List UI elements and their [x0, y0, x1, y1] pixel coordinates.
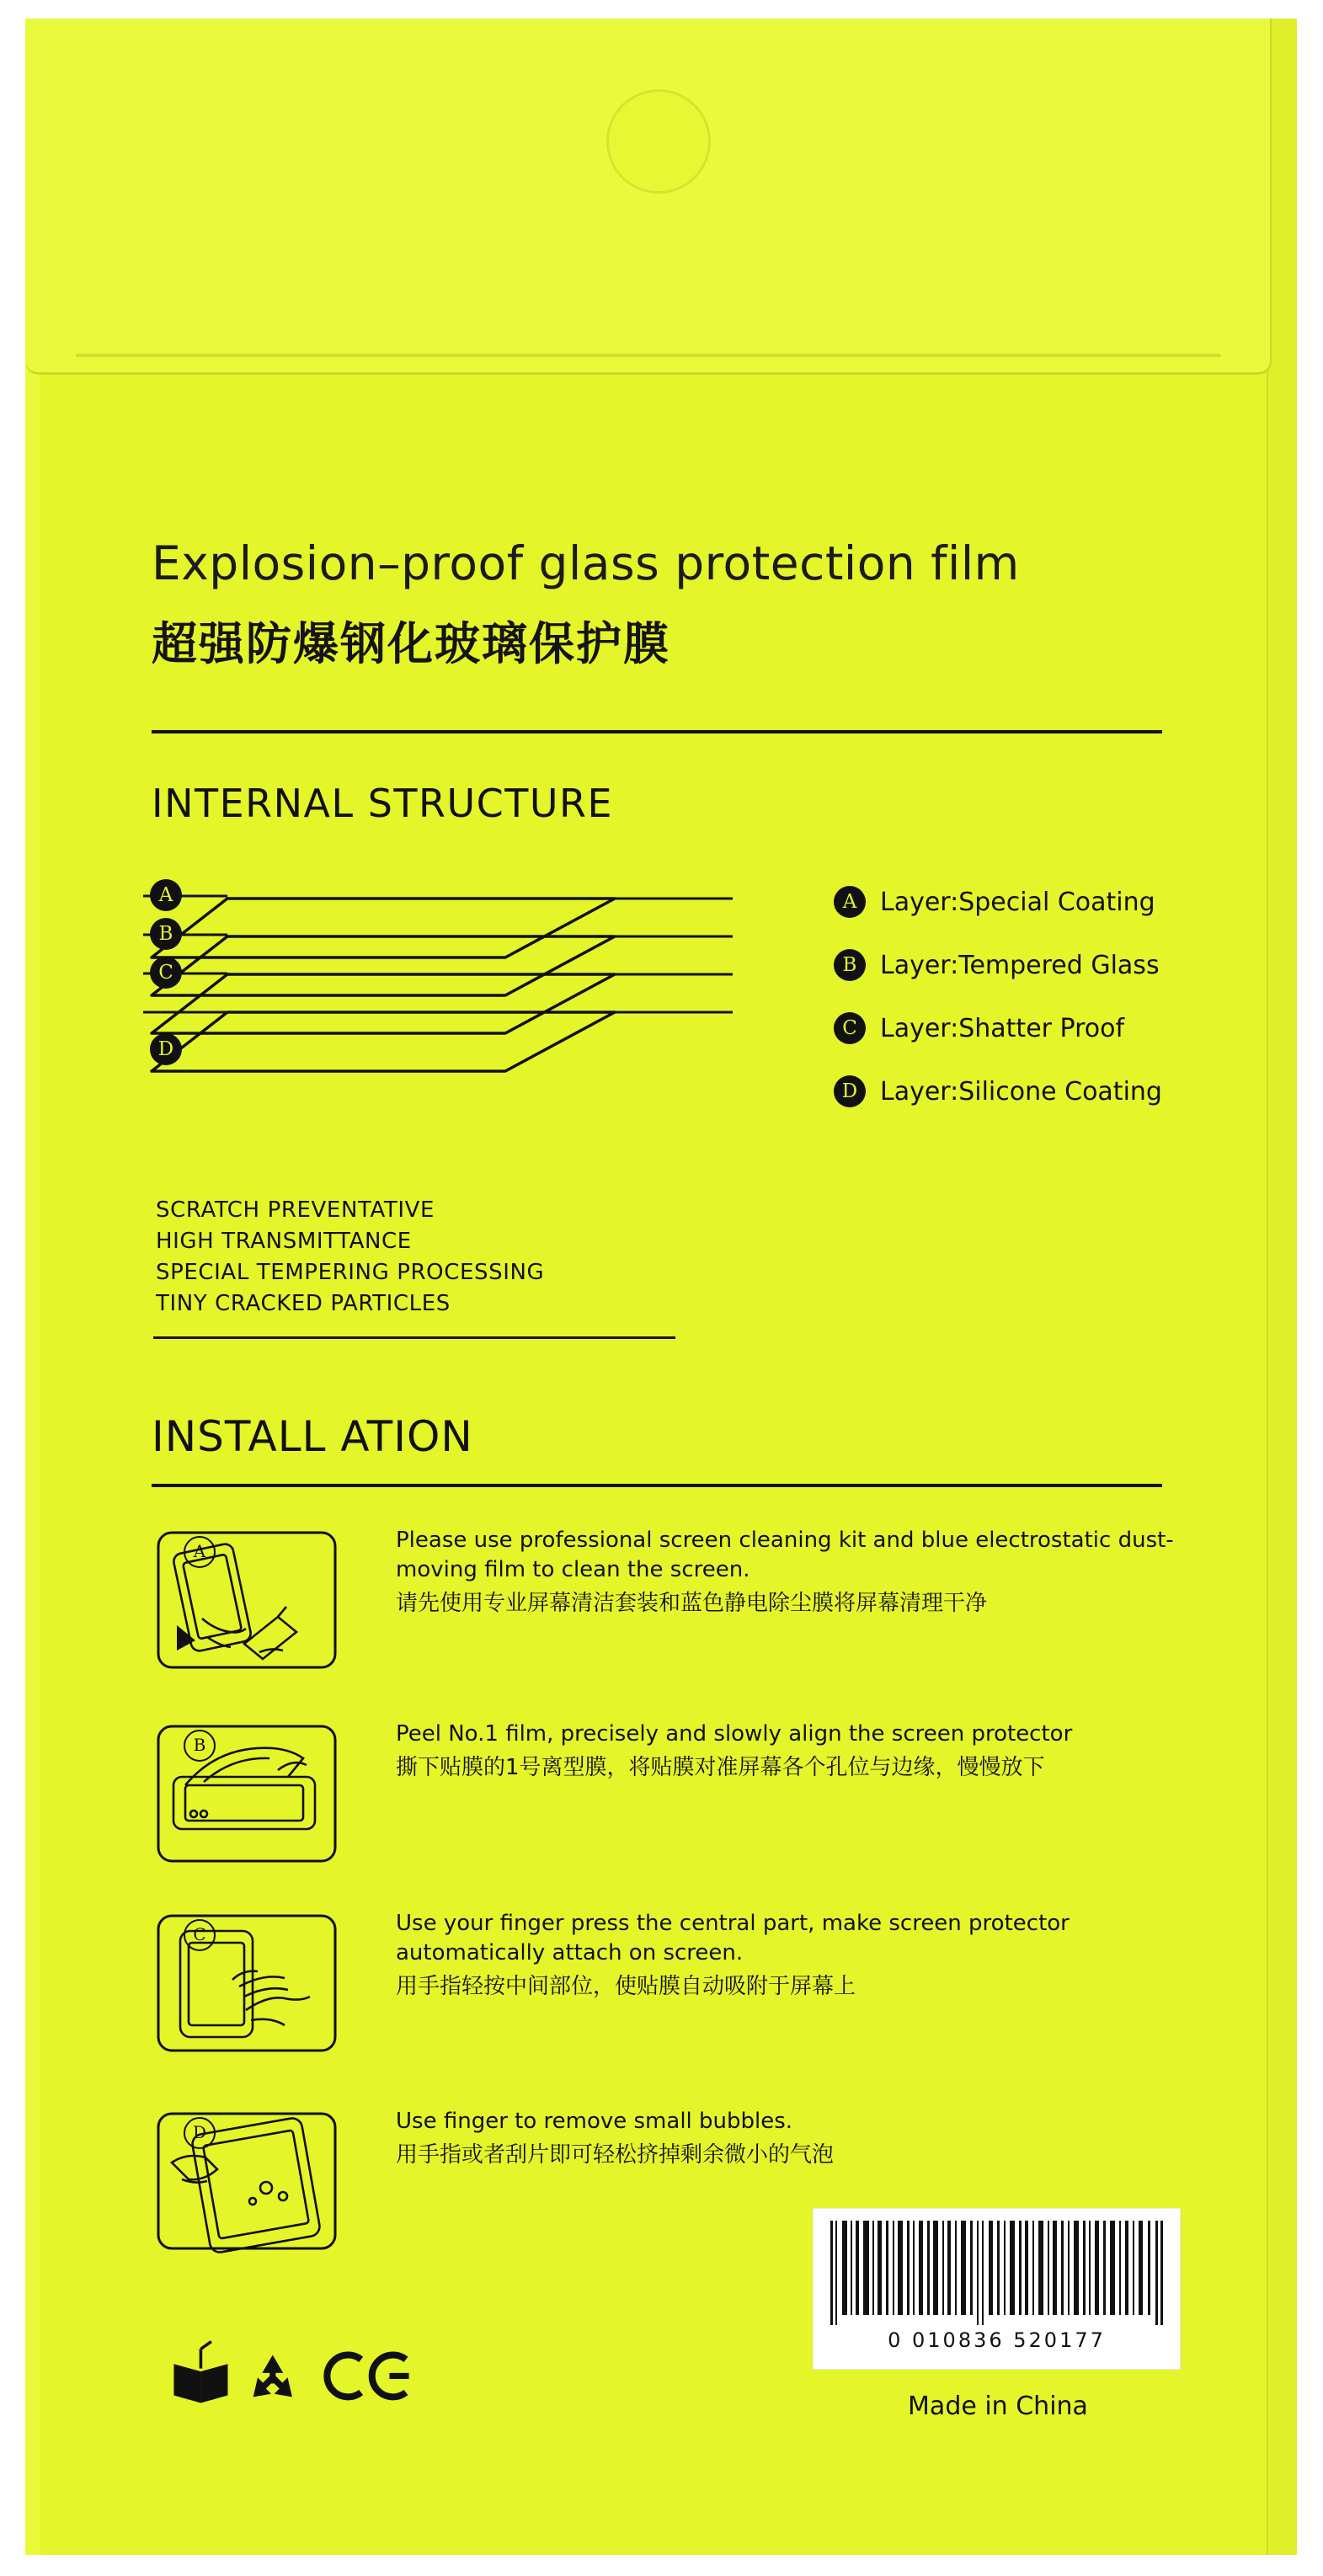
package-front-content: [25, 19, 1297, 2555]
layer-badge-c: C: [834, 1012, 866, 1044]
installation-divider: [152, 1484, 1162, 1487]
compliance-icons: [152, 2339, 472, 2406]
layer-badge-left-d: D: [150, 1033, 182, 1065]
feature-item-2: HIGH TRANSMITTANCE: [156, 1229, 412, 1254]
installation-heading: INSTALL ATION: [152, 1412, 473, 1461]
layer-badge-left-c: C: [150, 957, 182, 989]
step-c-text-cn: 用手指轻按中间部位，使贴膜自动吸附于屏幕上: [396, 1974, 856, 2000]
product-title-cn: 超强防爆钢化玻璃保护膜: [152, 617, 670, 670]
step-badge-d: D: [184, 2117, 216, 2149]
feature-item-4: TINY CRACKED PARTICLES: [156, 1291, 451, 1316]
feature-item-3: SPECIAL TEMPERING PROCESSING: [156, 1260, 545, 1285]
layer-label-d: Layer:Silicone Coating: [880, 1077, 1162, 1107]
internal-structure-heading: INTERNAL STRUCTURE: [152, 781, 614, 826]
made-in-label: Made in China: [908, 2392, 1088, 2421]
read-manual-icon: [173, 2342, 227, 2403]
phone-peel-icon: [152, 1720, 345, 1871]
layer-badge-d: D: [834, 1075, 866, 1107]
barcode-bars: [829, 2221, 1165, 2325]
layer-label-b: Layer:Tempered Glass: [880, 951, 1160, 980]
step-a-text-en: Please use professional screen cleaning kit and blue electrostatic dust-moving film to clean the screen.: [396, 1528, 1174, 1583]
recycle-icon: [253, 2355, 292, 2397]
layer-label-c: Layer:Shatter Proof: [880, 1014, 1125, 1043]
step-badge-b: B: [184, 1730, 216, 1762]
step-d-text-en: Use finger to remove small bubbles.: [396, 2109, 793, 2134]
layer-diagram: [143, 869, 834, 1139]
phone-bubble-icon: [152, 2107, 345, 2259]
title-divider: [152, 730, 1162, 733]
step-badge-c: C: [184, 1919, 216, 1951]
feature-item-1: SCRATCH PREVENTATIVE: [156, 1197, 435, 1223]
layer-badge-a: A: [834, 886, 866, 918]
step-b-text-cn: 撕下贴膜的1号离型膜，将贴膜对准屏幕各个孔位与边缘，慢慢放下: [396, 1755, 1045, 1781]
layer-badge-b: B: [834, 949, 866, 981]
barcode-number: 0 010836 520177: [888, 2328, 1106, 2352]
ce-mark-icon: [327, 2355, 408, 2397]
step-b-text-en: Peel No.1 film, precisely and slowly align the screen protector: [396, 1721, 1073, 1747]
step-badge-a: A: [184, 1536, 216, 1568]
product-title-en: Explosion–proof glass protection film: [152, 536, 1020, 590]
features-divider: [153, 1336, 675, 1339]
layer-badge-left-b: B: [150, 918, 182, 950]
step-a-text-cn: 请先使用专业屏幕清洁套装和蓝色静电除尘膜将屏幕清理干净: [396, 1591, 988, 1617]
layer-badge-left-a: A: [150, 879, 182, 911]
step-c-text-en: Use your finger press the central part, make screen protector automatically attach on screen.: [396, 1911, 1070, 1966]
step-d-text-cn: 用手指或者刮片即可轻松挤掉剩余微小的气泡: [396, 2142, 835, 2168]
layer-label-a: Layer:Special Coating: [880, 888, 1155, 917]
barcode-panel: [813, 2208, 1181, 2370]
product-packaging: [25, 19, 1297, 2555]
phone-wipe-icon: [152, 1526, 345, 1677]
phone-press-icon: [152, 1909, 345, 2061]
